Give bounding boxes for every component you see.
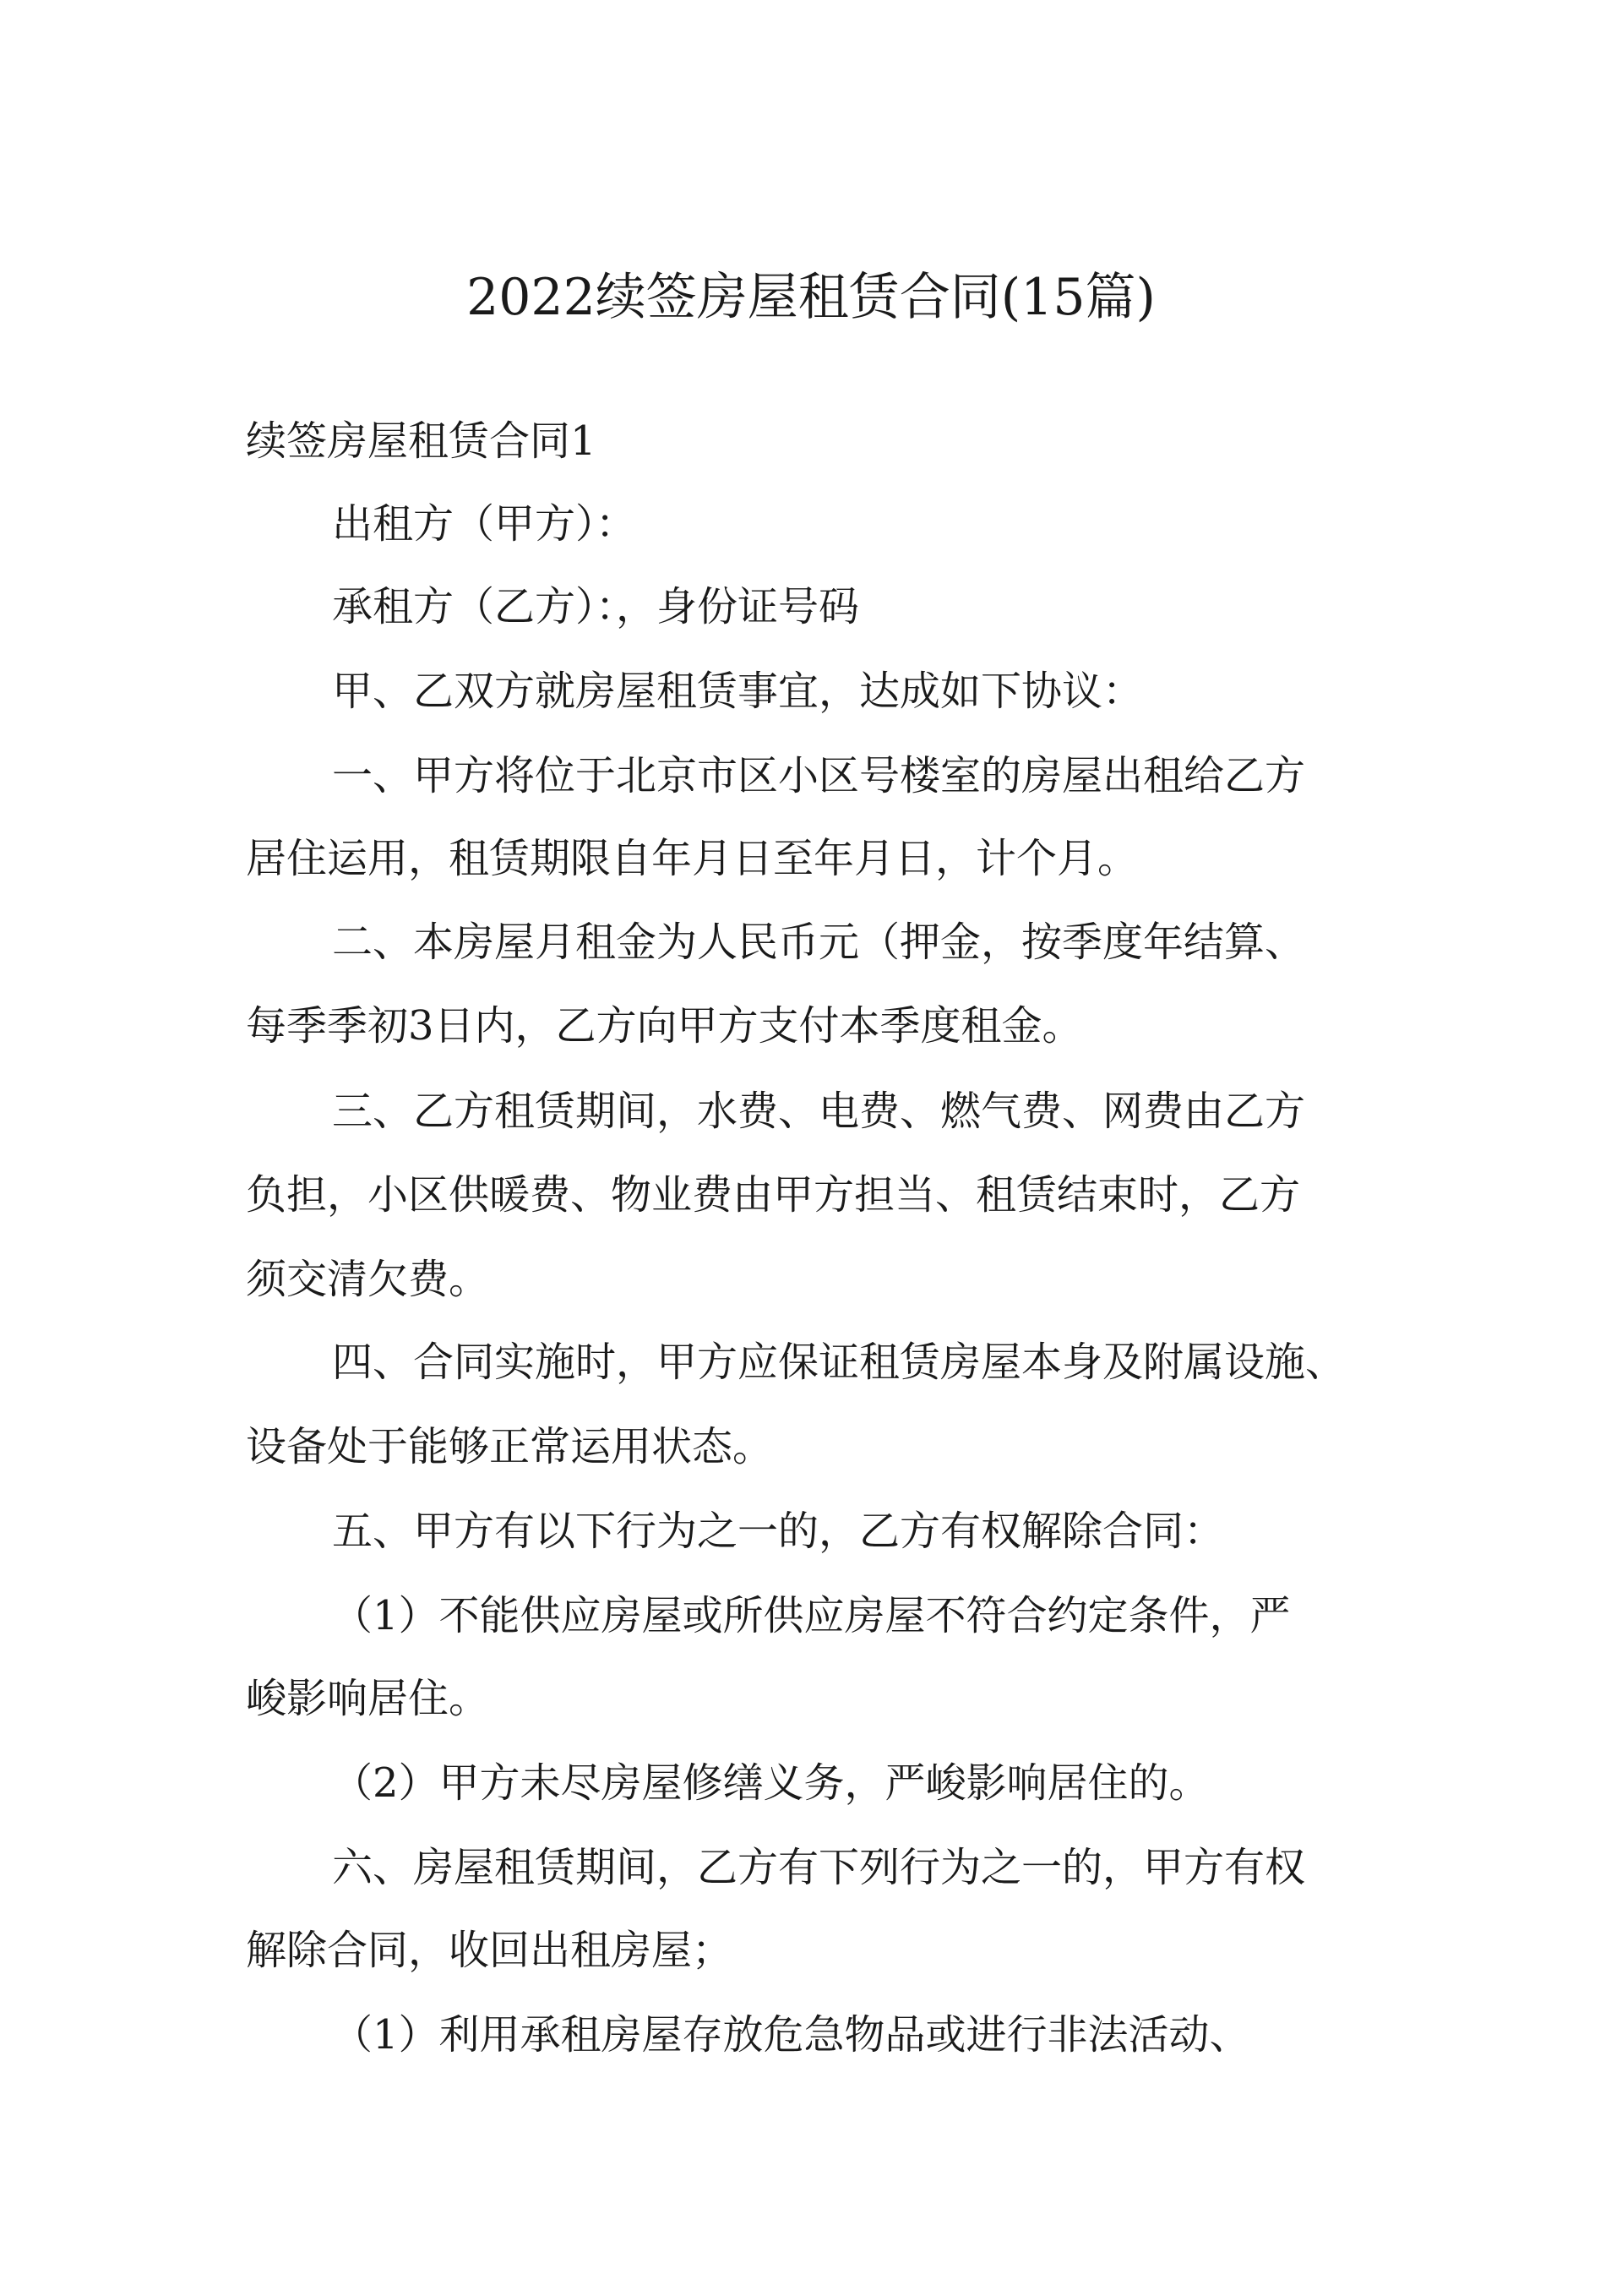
text-line: 解除合同，收回出租房屋； (246, 1927, 733, 1974)
document-title: 2022续签房屋租赁合同(15篇) (466, 268, 1156, 327)
text-line: 甲、乙双方就房屋租赁事宜，达成如下协议： (332, 668, 1144, 715)
text-line: 一、甲方将位于北京市区小区号楼室的房屋出租给乙方 (332, 752, 1306, 799)
text-line: 须交清欠费。 (246, 1256, 490, 1303)
text-line: 每季季初3日内，乙方向甲方支付本季度租金。 (246, 1002, 1083, 1050)
text-line: 六、房屋租赁期间，乙方有下列行为之一的，甲方有权 (332, 1844, 1306, 1891)
text-line: 设备处于能够正常运用状态。 (246, 1423, 774, 1470)
text-line: （2）甲方未尽房屋修缮义务，严峻影响居住的。 (332, 1759, 1210, 1807)
text-line: 承租方（乙方）：，身份证号码 (332, 583, 860, 630)
contract-heading: 续签房屋租赁合同1 (246, 417, 596, 465)
text-line: 二、本房屋月租金为人民币元（押金，按季度年结算、 (332, 919, 1306, 966)
text-line: 峻影响居住。 (246, 1675, 490, 1722)
text-line: 四、合同实施时，甲方应保证租赁房屋本身及附属设施、 (332, 1339, 1347, 1386)
text-line: （1）利用承租房屋存放危急物品或进行非法活动、 (332, 2011, 1250, 2059)
text-line: （1）不能供应房屋或所供应房屋不符合约定条件，严 (332, 1592, 1291, 1639)
text-line: 三、乙方租赁期间，水费、电费、燃气费、网费由乙方 (332, 1088, 1306, 1135)
text-line: 负担，小区供暖费、物业费由甲方担当、租赁结束时，乙方 (246, 1171, 1301, 1219)
text-line: 五、甲方有以下行为之一的，乙方有权解除合同： (332, 1508, 1225, 1555)
text-line: 居住运用，租赁期限自年月日至年月日，计个月。 (246, 835, 1139, 882)
text-line: 出租方（甲方）： (332, 500, 637, 548)
